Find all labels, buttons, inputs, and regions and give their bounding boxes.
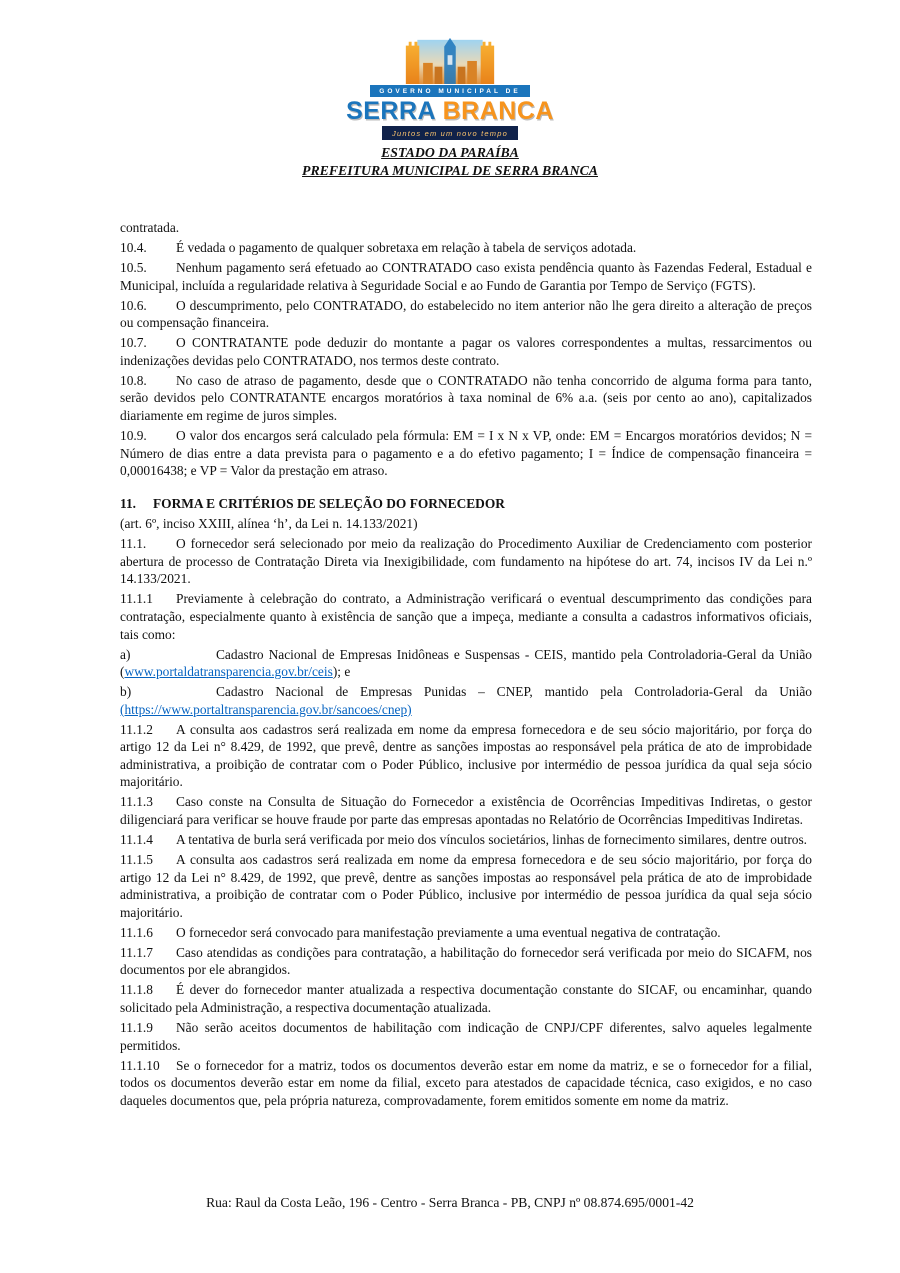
item-number: 11.1.	[120, 536, 147, 552]
paragraph-text: No caso de atraso de pagamento, desde que o CONTRATADO não tenha concorrido de alguma forma para tanto, serão devidos pelo CONTRATANTE encargos moratórios à taxa nominal de 6% a.a. (seis por cento ao ano), capitalizados diariamente em regime de juros simples.	[120, 372, 812, 423]
item-number: b)	[120, 684, 132, 700]
paragraph	[120, 372, 812, 425]
item-number: 11.1.4	[120, 832, 153, 848]
state-title: ESTADO DA PARAÍBA	[381, 145, 519, 160]
paragraph-text: A consulta aos cadastros será realizada em nome da empresa fornecedora e de seu sócio majoritário, por força do artigo 12 da Lei n° 8.429, de 1992, que prevê, dentre as sanções impostas ao responsável pela prática de ato de improbidade administrativa, a proibição de contratar com o Poder Público, inclusive por intermédio de pessoa jurídica da qual seja sócio majoritário.	[120, 721, 812, 790]
item-number: 11.1.6	[120, 924, 153, 940]
item-number: 10.5.	[120, 260, 147, 276]
item-number: 10.8.	[120, 372, 147, 388]
slogan-text: Juntos em um novo tempo	[392, 128, 508, 138]
paragraph	[120, 944, 812, 979]
section-heading	[120, 495, 812, 513]
paragraph-text: Nenhum pagamento será efetuado ao CONTRATADO caso exista pendência quanto às Fazendas Federal, Estadual e Municipal, incluída a regularidade relativa à Seguridade Social e ao Fundo de Garantia por Tempo de Serviço (FGTS).	[120, 260, 812, 293]
city-crest-icon	[402, 36, 498, 84]
paragraph-text: É vedada o pagamento de qualquer sobretaxa em relação à tabela de serviços adotada.	[176, 240, 637, 256]
item-number: 11.1.8	[120, 982, 153, 998]
prefecture-title: PREFEITURA MUNICIPAL DE SERRA BRANCA	[302, 162, 598, 178]
document-footer	[0, 1195, 900, 1211]
item-number: 10.9.	[120, 428, 147, 444]
paragraph	[120, 515, 812, 533]
paragraph	[120, 1019, 812, 1054]
item-number: a)	[120, 646, 131, 662]
city-name	[346, 99, 554, 124]
paragraph	[120, 851, 812, 921]
paragraph-text: Cadastro Nacional de Empresas Punidas – CNEP, mantido pela Controladoria-Geral da União	[216, 684, 812, 700]
paragraph	[120, 297, 812, 332]
paragraph-text: contratada.	[120, 220, 180, 236]
paragraph-text: O descumprimento, pelo CONTRATADO, do estabelecido no item anterior não lhe gera direito a alteração de preços ou compensação financeira.	[120, 297, 812, 331]
item-number: 11.1.1	[120, 591, 153, 607]
paragraph	[120, 590, 812, 643]
slogan-banner	[382, 126, 518, 140]
paragraph-text: Previamente à celebração do contrato, a Administração verificará o eventual descumprimento das condições para contratação, especialmente quanto à existência de sanção que a impeça, mediante a consulta a cadastros informativos oficiais, tais como:	[120, 591, 812, 642]
item-number: 11.1.5	[120, 852, 153, 868]
paragraph	[120, 981, 812, 1016]
paragraph-text: O valor dos encargos será calculado pela fórmula: EM = I x N x VP, onde: EM = Encargos moratórios devidos; N = Número de dias entre a data prevista para o pagamento e a do efetivo pagamento; I = Índice de compensação financeira = 0,00016438; e VP = Valor da prestação em atraso.	[120, 428, 812, 479]
paragraph-text: Cadastro Nacional de Empresas Inidôneas e Suspensas - CEIS, mantido pela Controladoria-Geral da União (	[120, 646, 812, 680]
item-number: 10.6.	[120, 297, 147, 313]
footer-address: Rua: Raul da Costa Leão, 196 - Centro - Serra Branca - PB, CNPJ nº 08.874.695/0001-42	[206, 1195, 694, 1210]
paragraph	[120, 793, 812, 828]
city-name-word-1: SERRA	[346, 97, 436, 125]
gov-banner-text: GOVERNO MUNICIPAL DE	[379, 88, 521, 95]
paragraph-text: Não serão aceitos documentos de habilitação com indicação de CNPJ/CPF diferentes, salvo aqueles legalmente permitidos.	[120, 1020, 812, 1053]
paragraph	[120, 831, 812, 849]
item-number: 11.1.9	[120, 1020, 153, 1035]
paragraph	[120, 239, 812, 257]
paragraph	[120, 427, 812, 480]
paragraph	[120, 1057, 812, 1110]
document-body	[0, 219, 900, 1109]
paragraph	[120, 535, 812, 588]
paragraph	[120, 259, 812, 294]
paragraph-text: O fornecedor será convocado para manifestação previamente a uma eventual negativa de contratação.	[176, 924, 721, 940]
paragraph	[120, 334, 812, 369]
paragraph-text: ); e	[332, 664, 351, 680]
paragraph-text: A tentativa de burla será verificada por meio dos vínculos societários, linhas de fornecimento similares, dentre outros.	[176, 832, 808, 848]
paragraph-text: É dever do fornecedor manter atualizada a respectiva documentação constante do SICAF, ou encaminhar, quando solicitado pela Administração, a respectiva documentação atualizada.	[120, 982, 812, 1015]
paragraph-text: O CONTRATANTE pode deduzir do montante a pagar os valores correspondentes a multas, ressarcimentos ou indenizações devidas pelo CONTRATADO, nos termos deste contrato.	[120, 335, 812, 368]
hyperlink[interactable]: (https://www.portaltransparencia.gov.br/sancoes/cnep)	[120, 701, 412, 717]
item-number: 11.	[120, 495, 136, 511]
item-number: 11.1.10	[120, 1057, 160, 1073]
paragraph	[120, 219, 812, 237]
paragraph-text: (art. 6º, inciso XXIII, alínea ‘h’, da Lei n. 14.133/2021)	[120, 516, 418, 532]
hyperlink[interactable]: www.portaldatransparencia.gov.br/ceis	[124, 664, 333, 680]
paragraph-text: FORMA E CRITÉRIOS DE SELEÇÃO DO FORNECEDOR	[153, 495, 505, 511]
paragraph-text: Caso atendidas as condições para contratação, a habilitação do fornecedor será verificada por meio do SICAFM, nos documentos por ele abrangidos.	[120, 944, 812, 978]
paragraph	[120, 721, 812, 791]
city-name-word-2: BRANCA	[442, 97, 554, 125]
document-header	[0, 0, 900, 179]
paragraph-text: A consulta aos cadastros será realizada em nome da empresa fornecedora e de seu sócio majoritário, por força do artigo 12 da Lei n° 8.429, de 1992, que prevê, dentre as sanções impostas ao responsável pela prática de ato de improbidade administrativa, a proibição de contratar com o Poder Público, inclusive por intermédio de pessoa jurídica da qual seja sócio majoritário.	[120, 852, 812, 920]
item-number: 11.1.2	[120, 721, 153, 737]
item-number: 11.1.7	[120, 944, 153, 960]
municipality-logo	[0, 36, 900, 140]
paragraph-text: Se o fornecedor for a matriz, todos os documentos deverão estar em nome da matriz, e se o fornecedor for a filial, todos os documentos deverão estar em nome da filial, exceto para atestados de capacidade técnica, caso exigidos, e no caso daqueles documentos que, pela própria natureza, comprovadamente, forem emitidos somente em nome da matriz.	[120, 1057, 812, 1108]
gov-banner	[370, 85, 529, 97]
paragraph-text: O fornecedor será selecionado por meio da realização do Procedimento Auxiliar de Credenciamento com posterior abertura de processo de Contratação Direta via Inexigibilidade, com fundamento na hipótese do art. 74, incisos IV da Lei n.º 14.133/2021.	[120, 536, 812, 587]
paragraph	[120, 683, 812, 718]
item-number: 10.4.	[120, 240, 147, 256]
paragraph	[120, 924, 812, 942]
paragraph-text: Caso conste na Consulta de Situação do Fornecedor a existência de Ocorrências Impeditivas Indiretas, o gestor diligenciará para verificar se houve fraude por parte das empresas apontadas no Relatório de Ocorrências Impeditivas Indiretas.	[120, 794, 812, 827]
item-number: 11.1.3	[120, 794, 153, 810]
paragraph	[120, 646, 812, 681]
item-number: 10.7.	[120, 335, 147, 351]
